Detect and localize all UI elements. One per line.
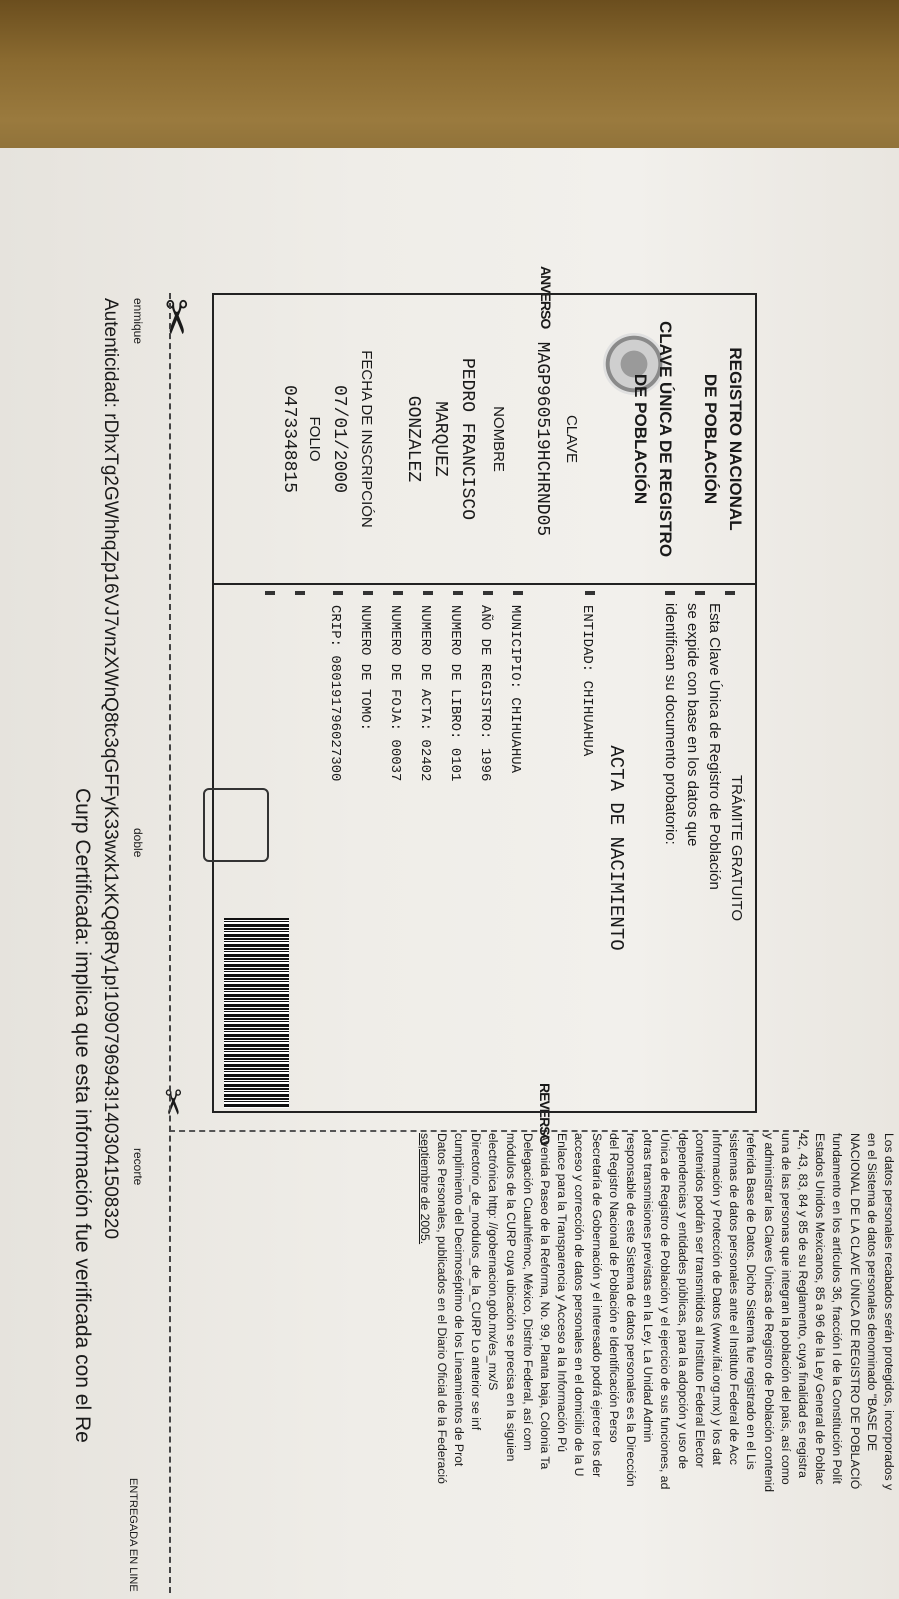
tick-mark <box>695 591 705 595</box>
curp-card <box>212 293 757 1113</box>
nombre-line-1: PEDRO FRANCISCO <box>457 357 477 521</box>
tick-mark <box>513 591 523 595</box>
curp-title-2: DE POBLACIÓN <box>631 373 650 505</box>
privacy-line: NACIONAL DE LA CLAVE ÚNICA DE REGISTRO DE POBLACIÓ <box>847 1133 862 1490</box>
crip-line: CRIP: 080191796027300 <box>327 605 343 782</box>
privacy-line: Estados Unidos Mexicanos, 85 a 96 de la Ley General de Poblac <box>813 1133 828 1485</box>
privacy-line: Avenida Paseo de la Reforma, No. 99, Planta baja, Colonia Ta <box>537 1133 552 1470</box>
nombre-label: NOMBRE <box>490 406 507 472</box>
entregada-label: ENTREGADA EN LINE <box>127 1478 139 1592</box>
privacy-line: y administrar las Claves Únicas de Registro de Población contenid <box>761 1133 776 1493</box>
doble-label: doble <box>131 828 145 858</box>
fold-line <box>169 1130 809 1132</box>
tick-mark <box>333 591 343 595</box>
de-poblacion-title: DE POBLACIÓN <box>701 373 720 505</box>
fecha-label: FECHA DE INSCRIPCIÓN <box>358 350 375 528</box>
privacy-line: otras transmisiones previstas en la Ley. La Unidad Admin <box>641 1133 656 1443</box>
tick-mark <box>725 591 735 595</box>
cut-line <box>169 293 171 1593</box>
card-left-column <box>210 295 755 583</box>
clave-value: MAGP960519HCHRND05 <box>532 341 552 537</box>
recorte-label: recorte <box>131 1148 145 1186</box>
fecha-value: 07/01/2000 <box>329 384 349 494</box>
privacy-notice <box>415 1133 897 1599</box>
privacy-line: fundamento en los artículos 36, fracción I de la Constitución Polít <box>830 1133 845 1484</box>
reverso-label: REVERSO <box>537 1083 553 1145</box>
privacy-line: del Registro Nacional de Población e Identificación Perso <box>606 1133 621 1443</box>
privacy-line: electrónica http: //gobernacion.gob.mx/es_mx/S <box>486 1133 501 1391</box>
folio-label: FOLIO <box>306 416 323 462</box>
privacy-line: acceso y corrección de datos personales en el domicilio de la U <box>572 1133 587 1477</box>
rotated-document <box>0 148 899 1599</box>
tomo-line: NUMERO DE TOMO: <box>357 605 373 732</box>
nombre-line-2: MARQUEZ <box>430 401 450 477</box>
tick-mark <box>295 591 305 595</box>
scissors-icon-right: ✂ <box>153 1088 191 1117</box>
fold-hand-icon <box>203 788 269 862</box>
privacy-line: sistemas de datos personales ante el Instituto Federal de Acc <box>727 1133 742 1465</box>
privacy-line: Enlace para la Transparencia y Acceso a la Información Pú <box>555 1133 570 1453</box>
privacy-line: 42, 43, 83, 84 y 85 de su Reglamento, cuya finalidad es registra <box>795 1133 810 1478</box>
libro-line: NUMERO DE LIBRO: 0101 <box>447 605 463 782</box>
tick-mark <box>453 591 463 595</box>
tick-mark <box>393 591 403 595</box>
privacy-line: Los datos personales recabados serán protegidos, incorporados y <box>882 1133 896 1491</box>
enmique-label: enmique <box>131 298 145 345</box>
tick-mark <box>265 591 275 595</box>
privacy-line: módulos de la CURP cuya ubicación se precisa en la siguien <box>503 1133 518 1462</box>
curp-title-1: CLAVE ÚNICA DE REGISTRO <box>656 320 675 558</box>
card-right-column <box>210 585 755 1111</box>
privacy-line: en el Sistema de datos personales denominado "BASE DE <box>864 1133 879 1452</box>
anio-registro-line: AÑO DE REGISTRO: 1996 <box>477 605 493 782</box>
privacy-line: responsable de este Sistema de datos personales es la Dirección <box>623 1133 638 1487</box>
document-sheet <box>0 148 899 1599</box>
privacy-line: cumplimiento del Decimoséptimo de los Lineamientos de Prot <box>451 1133 466 1467</box>
privacy-line: Datos Personales, publicados en el Diario Oficial de la Federació <box>434 1133 449 1484</box>
registro-nacional-title: REGISTRO NACIONAL <box>726 347 745 531</box>
anverso-label: ANVERSO <box>538 266 554 329</box>
privacy-line: una de las personas que integran la población del país, así como <box>778 1133 793 1485</box>
tick-mark <box>423 591 433 595</box>
privacy-line: dependencias y entidades públicas, para la adopción y uso de <box>675 1133 690 1470</box>
tick-mark <box>363 591 373 595</box>
privacy-line: contenidos podrán ser transmitidos al Instituto Federal Elector <box>692 1133 707 1468</box>
acta-title: ACTA DE NACIMIENTO <box>605 745 627 951</box>
acta-line: NUMERO DE ACTA: 02402 <box>417 605 433 782</box>
tick-marks <box>210 585 755 597</box>
privacy-line: referida Base de Datos. Dicho Sistema fue registrado en el Lis <box>744 1133 759 1470</box>
tick-mark <box>665 591 675 595</box>
entidad-line: ENTIDAD: CHIHUAHUA <box>579 605 595 757</box>
privacy-line: Información y Protección de Datos (www.ifai.org.mx) y los dat <box>709 1133 724 1465</box>
barcode <box>224 918 289 1108</box>
privacy-line: Secretaría de Gobernación y el interesado podrá ejercer los der <box>589 1133 604 1478</box>
privacy-line: Única de Registro de Población y el ejercicio de sus funciones, ad <box>658 1133 673 1490</box>
curp-certificada-line: Curp Certificada: implica que esta información fue verificada con el Re <box>71 788 94 1443</box>
intro-text: Esta Clave Única de Registro de Población se expide con base en los datos que identifican su documento probatorio: <box>662 603 723 890</box>
tick-mark <box>585 591 595 595</box>
clave-label: CLAVE <box>563 414 580 464</box>
privacy-line: Delegación Cuauhtémoc, México, Distrito Federal, así com <box>520 1133 535 1451</box>
tramite-gratuito: TRÁMITE GRATUITO <box>728 774 745 922</box>
autenticidad-line: Autenticidad: rDhxTg2GWhhqZp16VJ7vnzXWnQ8tc3qGFFyK33wxk1xKQq8Ry1p!1090796943!1403041508320 <box>100 298 121 1240</box>
nombre-line-3: GONZALEZ <box>403 395 423 483</box>
tick-mark <box>483 591 493 595</box>
foja-line: NUMERO DE FOJA: 00037 <box>387 605 403 782</box>
scissors-icon-left: ✂ <box>150 298 202 337</box>
privacy-line: septiembre de 2005. <box>417 1133 432 1245</box>
folio-value: 0473348815 <box>279 384 299 494</box>
municipio-line: MUNICIPIO: CHIHUAHUA <box>507 605 523 774</box>
privacy-line: Directorio_de_modulos_de_la_CURP Lo anterior se inf <box>469 1133 484 1431</box>
